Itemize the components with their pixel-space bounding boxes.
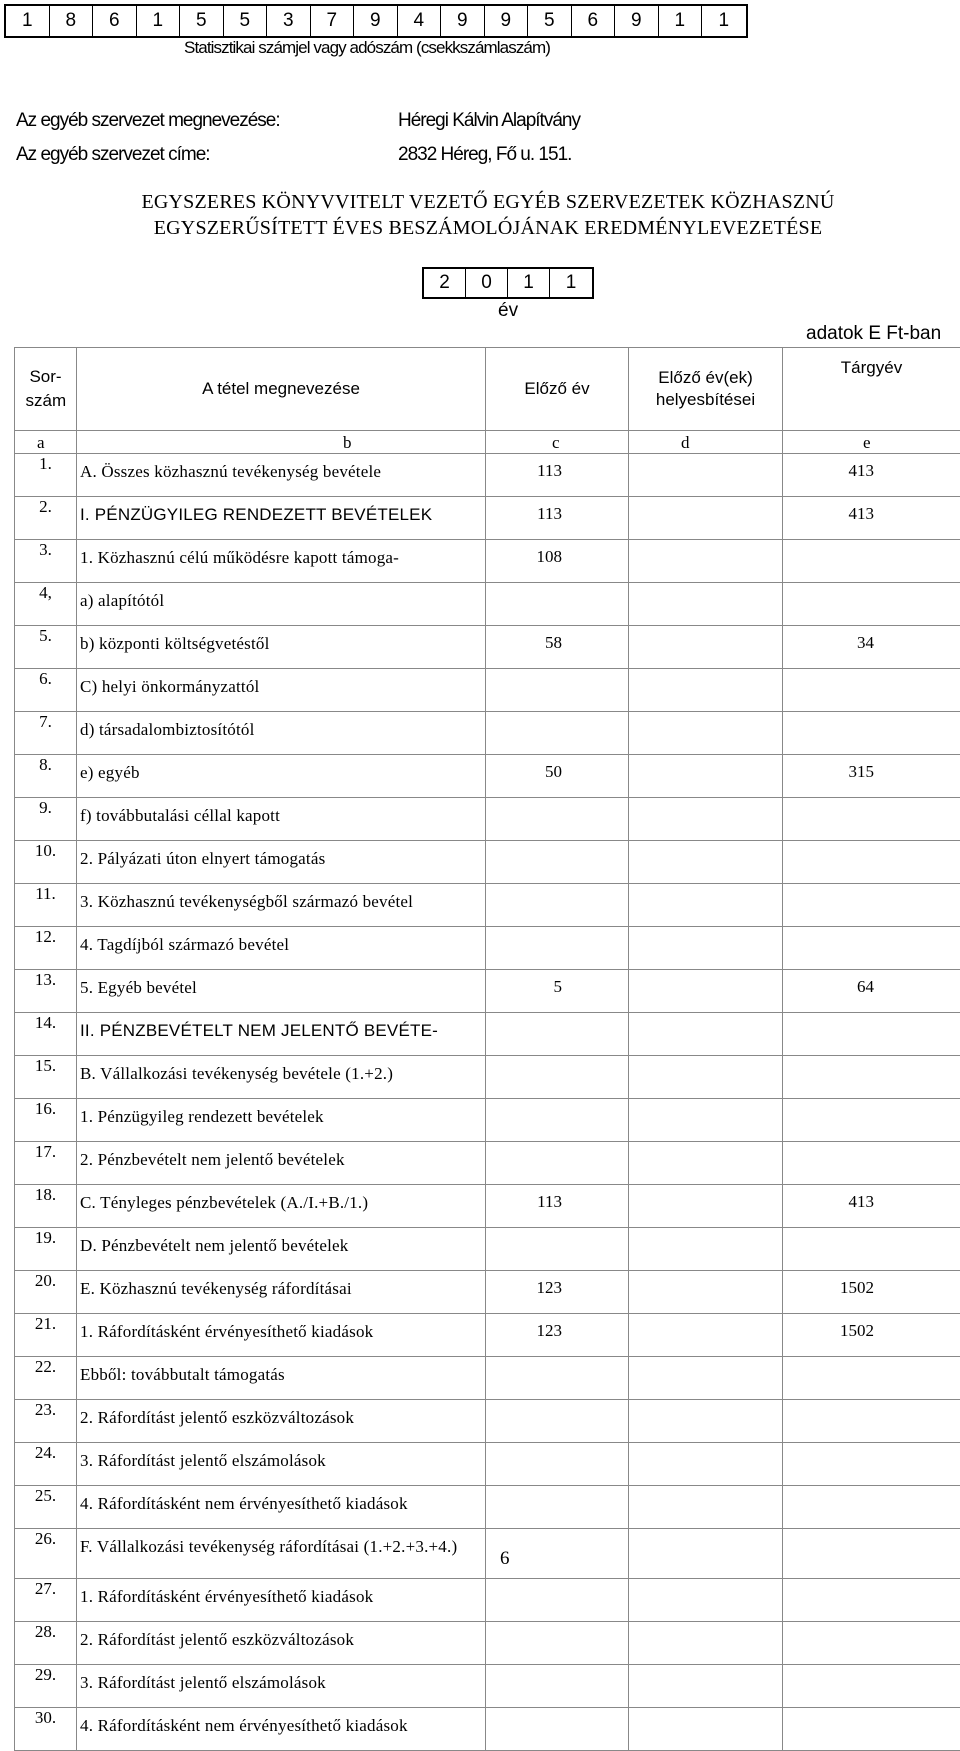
row-prev-year bbox=[486, 1622, 629, 1665]
row-number: 16. bbox=[15, 1099, 77, 1142]
row-name: II. PÉNZBEVÉTELT NEM JELENTŐ BEVÉTE- bbox=[77, 1013, 486, 1056]
income-statement-table bbox=[14, 347, 960, 1751]
row-name: I. PÉNZÜGYILEG RENDEZETT BEVÉTELEK bbox=[77, 497, 486, 540]
row-number: 30. bbox=[15, 1708, 77, 1751]
row-prev-year: 108 bbox=[486, 540, 629, 583]
row-name: 1. Ráfordításként érvényesíthető kiadások bbox=[77, 1579, 486, 1622]
row-number: 24. bbox=[15, 1443, 77, 1486]
row-target-year bbox=[783, 1486, 960, 1529]
row-corrections bbox=[629, 1013, 783, 1056]
row-target-year bbox=[783, 841, 960, 884]
units-label: adatok E Ft-ban bbox=[806, 323, 941, 345]
header-target-year-text: Tárgyév bbox=[841, 358, 902, 377]
row-prev-year bbox=[486, 669, 629, 712]
row-corrections bbox=[629, 454, 783, 497]
row-prev-year bbox=[486, 1013, 629, 1056]
row-prev-year bbox=[486, 583, 629, 626]
row-name: 4. Tagdíjból származó bevétel bbox=[77, 927, 486, 970]
row-prev-year bbox=[486, 1228, 629, 1271]
report-title-line2: EGYSZERŰSÍTETT ÉVES BESZÁMOLÓJÁNAK EREDMÉNYLEVEZETÉSE bbox=[0, 217, 960, 240]
row-number: 13. bbox=[15, 970, 77, 1013]
row-prev-year: 5 bbox=[486, 970, 629, 1013]
row-name: 1. Ráfordításként érvényesíthető kiadások bbox=[77, 1314, 486, 1357]
row-corrections bbox=[629, 1443, 783, 1486]
row-target-year: 34 bbox=[783, 626, 960, 669]
row-prev-year bbox=[486, 841, 629, 884]
row-prev-year bbox=[486, 884, 629, 927]
row-name: A. Összes közhasznú tevékenység bevétele bbox=[77, 454, 486, 497]
row-name: 1. Közhasznú célú működésre kapott támoga- bbox=[77, 540, 486, 583]
stat-number-boxes bbox=[4, 4, 748, 38]
table-row bbox=[15, 927, 960, 970]
row-target-year bbox=[783, 798, 960, 841]
row-name: 1. Pénzügyileg rendezett bevételek bbox=[77, 1099, 486, 1142]
column-letter-a: a bbox=[15, 431, 77, 454]
row-corrections bbox=[629, 1579, 783, 1622]
table-row bbox=[15, 669, 960, 712]
stat-digit: 5 bbox=[224, 6, 268, 36]
row-corrections bbox=[629, 1665, 783, 1708]
table-row bbox=[15, 540, 960, 583]
row-target-year bbox=[783, 1142, 960, 1185]
row-prev-year: 58 bbox=[486, 626, 629, 669]
stat-digit: 1 bbox=[6, 6, 50, 36]
table-row bbox=[15, 884, 960, 927]
stat-digit: 6 bbox=[572, 6, 616, 36]
row-number: 23. bbox=[15, 1400, 77, 1443]
table-row bbox=[15, 798, 960, 841]
row-corrections bbox=[629, 712, 783, 755]
row-target-year bbox=[783, 1099, 960, 1142]
row-target-year bbox=[783, 1443, 960, 1486]
row-name: C) helyi önkormányzattól bbox=[77, 669, 486, 712]
row-name: 3. Ráfordítást jelentő elszámolások bbox=[77, 1665, 486, 1708]
row-prev-year: 113 bbox=[486, 454, 629, 497]
row-prev-year bbox=[486, 927, 629, 970]
row-name: 3. Közhasznú tevékenységből származó bevétel bbox=[77, 884, 486, 927]
row-name: 4. Ráfordításként nem érvényesíthető kiadások bbox=[77, 1486, 486, 1529]
year-digit: 0 bbox=[466, 269, 508, 297]
stat-digit: 1 bbox=[137, 6, 181, 36]
row-number: 5. bbox=[15, 626, 77, 669]
table-row bbox=[15, 626, 960, 669]
table-row bbox=[15, 454, 960, 497]
stat-digit: 8 bbox=[50, 6, 94, 36]
row-number: 25. bbox=[15, 1486, 77, 1529]
stat-digit: 7 bbox=[311, 6, 355, 36]
table-row bbox=[15, 712, 960, 755]
row-prev-year bbox=[486, 1099, 629, 1142]
row-corrections bbox=[629, 1486, 783, 1529]
row-name: 2. Ráfordítást jelentő eszközváltozások bbox=[77, 1400, 486, 1443]
row-name: d) társadalombiztosítótól bbox=[77, 712, 486, 755]
row-name: 2. Pályázati úton elnyert támogatás bbox=[77, 841, 486, 884]
row-name: E. Közhasznú tevékenység ráfordításai bbox=[77, 1271, 486, 1314]
column-letter-c: c bbox=[486, 431, 629, 454]
column-letter-d: d bbox=[629, 431, 783, 454]
row-number: 19. bbox=[15, 1228, 77, 1271]
row-corrections bbox=[629, 1708, 783, 1751]
row-target-year bbox=[783, 1665, 960, 1708]
header-corrections-text: Előző év(ek) helyesbítései bbox=[641, 367, 771, 411]
column-letters-row bbox=[15, 431, 960, 454]
year-digit: 2 bbox=[424, 269, 466, 297]
table-row bbox=[15, 1622, 960, 1665]
row-number: 27. bbox=[15, 1579, 77, 1622]
table-row bbox=[15, 1056, 960, 1099]
row-number: 26. bbox=[15, 1529, 77, 1579]
table-row bbox=[15, 1185, 960, 1228]
table-row bbox=[15, 970, 960, 1013]
row-corrections bbox=[629, 1099, 783, 1142]
row-prev-year bbox=[486, 1400, 629, 1443]
row-prev-year bbox=[486, 712, 629, 755]
row-prev-year bbox=[486, 1579, 629, 1622]
header-prev-year: Előző év bbox=[486, 348, 629, 431]
row-prev-year bbox=[486, 798, 629, 841]
stat-digit: 4 bbox=[398, 6, 442, 36]
table-row bbox=[15, 1665, 960, 1708]
stat-digit: 3 bbox=[267, 6, 311, 36]
header-target-year bbox=[783, 348, 960, 431]
row-corrections bbox=[629, 1400, 783, 1443]
row-corrections bbox=[629, 1529, 783, 1579]
row-name: 2. Pénzbevételt nem jelentő bevételek bbox=[77, 1142, 486, 1185]
row-number: 10. bbox=[15, 841, 77, 884]
row-prev-year: 123 bbox=[486, 1314, 629, 1357]
table-row bbox=[15, 1486, 960, 1529]
row-target-year bbox=[783, 540, 960, 583]
org-address-label: Az egyéb szervezet címe: bbox=[16, 144, 210, 166]
row-target-year: 64 bbox=[783, 970, 960, 1013]
year-label: év bbox=[498, 300, 518, 322]
row-target-year: 1502 bbox=[783, 1314, 960, 1357]
row-target-year bbox=[783, 1056, 960, 1099]
row-number: 8. bbox=[15, 755, 77, 798]
table-row bbox=[15, 841, 960, 884]
row-number: 20. bbox=[15, 1271, 77, 1314]
row-number: 18. bbox=[15, 1185, 77, 1228]
report-title-line1: EGYSZERES KÖNYVVITELT VEZETŐ EGYÉB SZERVEZETEK KÖZHASZNÚ bbox=[0, 191, 960, 214]
stat-digit: 5 bbox=[528, 6, 572, 36]
row-name: a) alapítótól bbox=[77, 583, 486, 626]
row-name: 3. Ráfordítást jelentő elszámolások bbox=[77, 1443, 486, 1486]
stat-digit: 5 bbox=[180, 6, 224, 36]
header-sorszam-text: Sor-szám bbox=[26, 365, 66, 413]
row-corrections bbox=[629, 1056, 783, 1099]
table-row bbox=[15, 1314, 960, 1357]
row-target-year bbox=[783, 927, 960, 970]
row-corrections bbox=[629, 884, 783, 927]
row-target-year bbox=[783, 1579, 960, 1622]
row-name: C. Tényleges pénzbevételek (A./I.+B./1.) bbox=[77, 1185, 486, 1228]
row-prev-year bbox=[486, 1486, 629, 1529]
row-prev-year bbox=[486, 1142, 629, 1185]
row-name: D. Pénzbevételt nem jelentő bevételek bbox=[77, 1228, 486, 1271]
table-row bbox=[15, 1013, 960, 1056]
row-prev-year: 123 bbox=[486, 1271, 629, 1314]
row-target-year: 413 bbox=[783, 497, 960, 540]
row-corrections bbox=[629, 841, 783, 884]
row-number: 6. bbox=[15, 669, 77, 712]
row-number: 11. bbox=[15, 884, 77, 927]
table-row bbox=[15, 755, 960, 798]
table-row bbox=[15, 497, 960, 540]
row-prev-year: 113 bbox=[486, 497, 629, 540]
row-name: Ebből: továbbutalt támogatás bbox=[77, 1357, 486, 1400]
table-row bbox=[15, 1400, 960, 1443]
row-name: f) továbbutalási céllal kapott bbox=[77, 798, 486, 841]
row-corrections bbox=[629, 1622, 783, 1665]
row-prev-year bbox=[486, 1665, 629, 1708]
page-number: 6 bbox=[500, 1548, 510, 1570]
table-row bbox=[15, 1271, 960, 1314]
row-number: 22. bbox=[15, 1357, 77, 1400]
row-target-year: 413 bbox=[783, 454, 960, 497]
header-name: A tétel megnevezése bbox=[77, 348, 486, 431]
row-target-year bbox=[783, 884, 960, 927]
table-header-row bbox=[15, 348, 960, 431]
column-letter-e: e bbox=[783, 431, 960, 454]
row-corrections bbox=[629, 1357, 783, 1400]
row-target-year: 315 bbox=[783, 755, 960, 798]
table-row bbox=[15, 1099, 960, 1142]
table-row bbox=[15, 1529, 960, 1579]
year-digit: 1 bbox=[550, 269, 592, 297]
row-number: 14. bbox=[15, 1013, 77, 1056]
row-target-year bbox=[783, 1357, 960, 1400]
row-target-year bbox=[783, 712, 960, 755]
table-row bbox=[15, 1357, 960, 1400]
row-corrections bbox=[629, 755, 783, 798]
column-letter-b: b bbox=[77, 431, 486, 454]
org-name-label: Az egyéb szervezet megnevezése: bbox=[16, 110, 280, 132]
row-corrections bbox=[629, 583, 783, 626]
row-corrections bbox=[629, 669, 783, 712]
row-target-year bbox=[783, 1708, 960, 1751]
row-number: 4, bbox=[15, 583, 77, 626]
row-target-year: 1502 bbox=[783, 1271, 960, 1314]
org-name-value: Héregi Kálvin Alapítvány bbox=[398, 110, 580, 132]
header-sorszam bbox=[15, 348, 77, 431]
year-digit: 1 bbox=[508, 269, 550, 297]
row-corrections bbox=[629, 1185, 783, 1228]
row-corrections bbox=[629, 540, 783, 583]
row-prev-year: 50 bbox=[486, 755, 629, 798]
row-target-year bbox=[783, 1622, 960, 1665]
table-row bbox=[15, 1443, 960, 1486]
year-boxes bbox=[422, 267, 594, 299]
row-corrections bbox=[629, 927, 783, 970]
stat-digit: 1 bbox=[659, 6, 703, 36]
row-target-year bbox=[783, 583, 960, 626]
row-number: 12. bbox=[15, 927, 77, 970]
row-name: F. Vállalkozási tevékenység ráfordításai (1.+2.+3.+4.) bbox=[77, 1529, 486, 1579]
stat-digit: 6 bbox=[93, 6, 137, 36]
stat-digit: 9 bbox=[441, 6, 485, 36]
row-corrections bbox=[629, 626, 783, 669]
row-target-year bbox=[783, 669, 960, 712]
stat-digit: 9 bbox=[485, 6, 529, 36]
table-row bbox=[15, 1228, 960, 1271]
row-corrections bbox=[629, 497, 783, 540]
row-prev-year bbox=[486, 1443, 629, 1486]
table-row bbox=[15, 1142, 960, 1185]
row-target-year bbox=[783, 1013, 960, 1056]
row-number: 21. bbox=[15, 1314, 77, 1357]
row-number: 3. bbox=[15, 540, 77, 583]
row-name: 2. Ráfordítást jelentő eszközváltozások bbox=[77, 1622, 486, 1665]
row-target-year bbox=[783, 1228, 960, 1271]
stat-number-caption: Statisztikai számjel vagy adószám (csekkszámlaszám) bbox=[184, 38, 550, 58]
row-corrections bbox=[629, 1142, 783, 1185]
row-corrections bbox=[629, 1271, 783, 1314]
row-corrections bbox=[629, 798, 783, 841]
row-prev-year: 113 bbox=[486, 1185, 629, 1228]
row-target-year bbox=[783, 1529, 960, 1579]
row-number: 1. bbox=[15, 454, 77, 497]
stat-digit: 9 bbox=[615, 6, 659, 36]
row-target-year bbox=[783, 1400, 960, 1443]
table-row bbox=[15, 583, 960, 626]
table-row bbox=[15, 1579, 960, 1622]
row-number: 9. bbox=[15, 798, 77, 841]
row-corrections bbox=[629, 970, 783, 1013]
header-corrections bbox=[629, 348, 783, 431]
row-name: 4. Ráfordításként nem érvényesíthető kiadások bbox=[77, 1708, 486, 1751]
row-name: e) egyéb bbox=[77, 755, 486, 798]
row-number: 7. bbox=[15, 712, 77, 755]
row-number: 15. bbox=[15, 1056, 77, 1099]
org-address-value: 2832 Héreg, Fő u. 151. bbox=[398, 144, 571, 166]
table-row bbox=[15, 1708, 960, 1751]
row-prev-year bbox=[486, 1056, 629, 1099]
row-name: b) központi költségvetéstől bbox=[77, 626, 486, 669]
row-prev-year bbox=[486, 1708, 629, 1751]
stat-digit: 9 bbox=[354, 6, 398, 36]
row-corrections bbox=[629, 1228, 783, 1271]
row-number: 28. bbox=[15, 1622, 77, 1665]
row-name: B. Vállalkozási tevékenység bevétele (1.+2.) bbox=[77, 1056, 486, 1099]
row-number: 17. bbox=[15, 1142, 77, 1185]
row-number: 29. bbox=[15, 1665, 77, 1708]
row-prev-year bbox=[486, 1357, 629, 1400]
stat-digit: 1 bbox=[702, 6, 746, 36]
row-name: 5. Egyéb bevétel bbox=[77, 970, 486, 1013]
row-target-year: 413 bbox=[783, 1185, 960, 1228]
row-number: 2. bbox=[15, 497, 77, 540]
row-corrections bbox=[629, 1314, 783, 1357]
